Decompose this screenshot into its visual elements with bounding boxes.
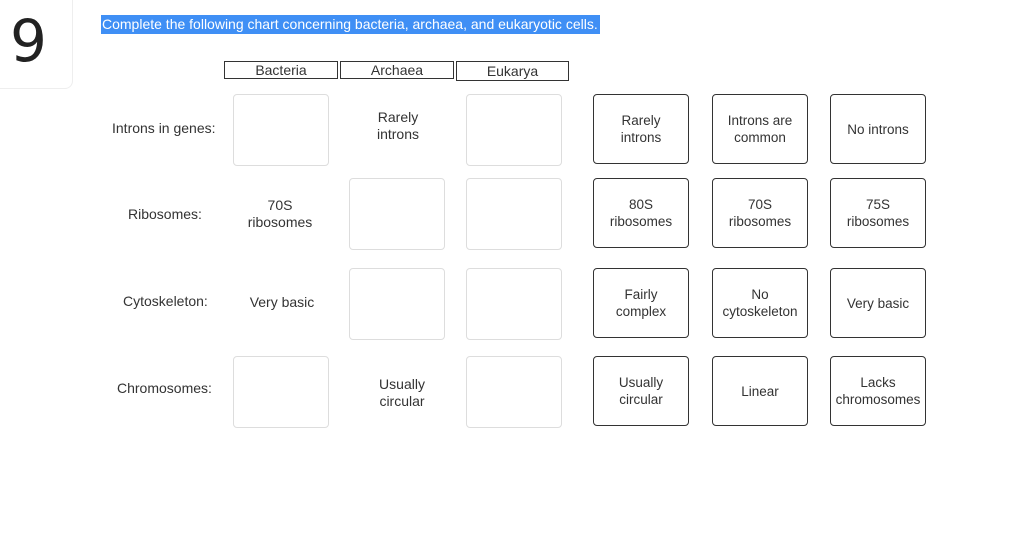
draggable-option[interactable]: 80S ribosomes: [593, 178, 689, 248]
row-label-introns: Introns in genes:: [112, 120, 216, 136]
drop-slot-introns-eukarya[interactable]: [466, 94, 562, 166]
given-introns-archaea: Rarely introns: [376, 109, 420, 142]
draggable-option[interactable]: Very basic: [830, 268, 926, 338]
question-prompt: Complete the following chart concerning bacteria, archaea, and eukaryotic cells.: [102, 16, 598, 32]
draggable-option[interactable]: Fairly complex: [593, 268, 689, 338]
given-ribosomes-bacteria: 70S ribosomes: [247, 197, 313, 230]
draggable-option[interactable]: Usually circular: [593, 356, 689, 426]
draggable-option[interactable]: No cytoskeleton: [712, 268, 808, 338]
given-cytoskeleton-bacteria: Very basic: [249, 293, 315, 310]
drop-slot-ribosomes-eukarya[interactable]: [466, 178, 562, 250]
column-header-archaea: Archaea: [340, 61, 454, 79]
column-header-bacteria: Bacteria: [224, 61, 338, 79]
draggable-option[interactable]: Rarely introns: [593, 94, 689, 164]
draggable-option[interactable]: No introns: [830, 94, 926, 164]
row-label-chromosomes: Chromosomes:: [117, 380, 212, 396]
drop-slot-ribosomes-archaea[interactable]: [349, 178, 445, 250]
given-chromosomes-archaea: Usually circular: [379, 376, 425, 409]
row-label-cytoskeleton: Cytoskeleton:: [123, 293, 208, 309]
drop-slot-chromosomes-bacteria[interactable]: [233, 356, 329, 428]
drop-slot-cytoskeleton-eukarya[interactable]: [466, 268, 562, 340]
drop-slot-cytoskeleton-archaea[interactable]: [349, 268, 445, 340]
draggable-option[interactable]: 70S ribosomes: [712, 178, 808, 248]
draggable-option[interactable]: 75S ribosomes: [830, 178, 926, 248]
draggable-option[interactable]: Linear: [712, 356, 808, 426]
column-header-eukarya: Eukarya: [456, 61, 569, 81]
draggable-option[interactable]: Introns are common: [712, 94, 808, 164]
draggable-option[interactable]: Lacks chromosomes: [830, 356, 926, 426]
drop-slot-introns-bacteria[interactable]: [233, 94, 329, 166]
question-number: 9: [10, 7, 47, 75]
question-number-card: [0, 0, 73, 89]
row-label-ribosomes: Ribosomes:: [128, 206, 202, 222]
drop-slot-chromosomes-eukarya[interactable]: [466, 356, 562, 428]
